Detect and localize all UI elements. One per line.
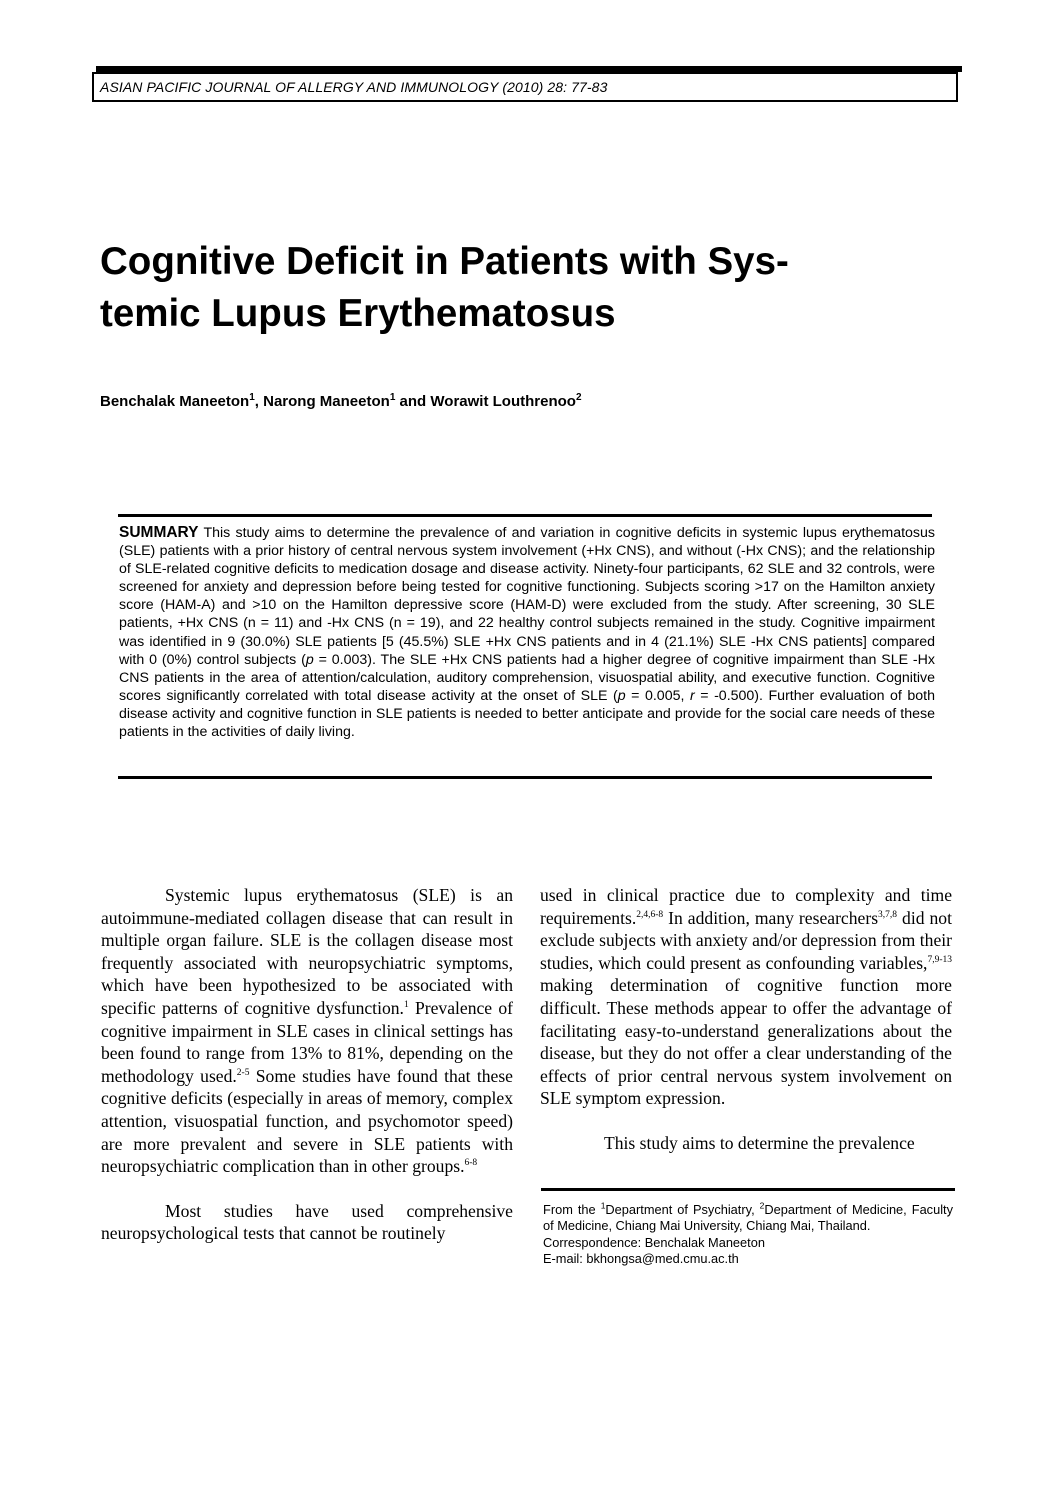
summary-p-symbol: p [305,651,314,668]
footnote-correspondence: Correspondence: Benchalak Maneeton [543,1234,765,1250]
author-separator: and [395,393,431,410]
summary-abstract [119,524,935,741]
summary-text: = 0.003). The SLE +Hx CNS patients had a higher degree of cognitive impairment than SLE -Hx CNS patients in the area of attention/calculation, auditory comprehension, visuospatial ability, and executive function. Cognitive scores significantly correlated with total disease activity at the onset of SLE ( [119,651,935,704]
author-name: Worawit Louthrenoo [430,393,576,410]
author-name: Narong Maneeton [263,393,390,410]
title-line-1: Cognitive Deficit in Patients with Sys- [100,240,789,283]
body-text: Systemic lupus erythematosus (SLE) is an autoimmune-mediated collagen disease that can result in multiple organ failure. SLE is the collagen disease most frequently associated with neuropsychiatric symptoms, which have been hypothesized to be associated with specific patterns of cognitive dysfunction. [101,885,513,1018]
body-column-left [101,884,513,1245]
body-paragraph: Most studies have used comprehensive neuropsychological tests that cannot be routinely [101,1200,513,1244]
paragraph-gap [101,1178,513,1200]
footnote-text: From the [543,1202,601,1217]
author-separator: , [254,393,264,410]
citation-ref: 7,9-13 [927,954,952,965]
body-text: making determination of cognitive function more difficult. These methods appear to offer the advantage of facilitating easy-to-understand generalizations about the disease, but they do not offer a clear understanding of the effects of prior central nervous system involvement on SLE symptom expression. [540,975,952,1109]
body-text: did not exclude subjects with anxiety and/or depression from their studies, which could present as confounding variables, [540,907,952,973]
footnote-rule [541,1188,955,1191]
author-affiliation: 1 [249,392,255,403]
title-line-2: temic Lupus Erythematosus [100,292,616,335]
body-paragraph: This study aims to determine the prevalence [604,1132,915,1153]
body-paragraph [540,884,952,1110]
summary-text: This study aims to determine the prevalence of and variation in cognitive deficits in systemic lupus erythematosus (SLE) patients with a prior history of central nervous system involvement (+Hx CNS), and without (-Hx CNS); and the relationship of SLE-related cognitive deficits to medication dosage and disease activity. Ninety-four participants, 62 SLE and 32 controls, were screened for anxiety and depression before being tested for cognitive functioning. Subjects scoring >17 on the Hamilton anxiety score (HAM-A) and >10 on the Hamilton depressive score (HAM-D) were excluded from the study. After screening, 30 SLE patients, +Hx CNS (n = 11) and -Hx CNS (n = 19), and 22 healthy control subjects remained in the study. Cognitive impairment was identified in 9 (30.0%) SLE patients [5 (45.5%) SLE +Hx CNS patients and in 4 (21.1%) SLE -Hx CNS patients] compared with 0 (0%) control subjects ( [119,525,935,668]
body-text: Prevalence of cognitive impairment in SLE cases in clinical settings has been found to range from 13% to 81%, depending on the methodology used. [101,997,514,1086]
citation-ref: 6-8 [464,1158,478,1169]
summary-text: = 0.005, [625,687,690,704]
summary-bottom-rule [118,776,932,779]
footnote-affiliations [543,1202,953,1235]
journal-citation: ASIAN PACIFIC JOURNAL OF ALLERGY AND IMMUNOLOGY (2010) 28: 77-83 [100,79,608,95]
citation-ref: 1 [403,1000,409,1011]
summary-top-rule [118,514,932,517]
body-text: In addition, many researchers [663,907,879,928]
footnote-text: Department of Psychiatry, [605,1202,760,1217]
footnote-marker: 1 [600,1200,606,1211]
author-list [100,392,582,410]
summary-r-symbol: r [689,687,695,704]
article-title [100,236,920,340]
citation-ref: 2,4,6-8 [636,909,664,920]
citation-ref: 3,7,8 [878,909,898,920]
journal-header-box [92,72,958,102]
citation-ref: 2-5 [236,1067,250,1078]
affiliation-footnote [543,1202,953,1267]
author-affiliation: 2 [575,392,582,403]
body-text: used in clinical practice due to complexity and time requirements. [540,885,952,928]
summary-text: = -0.500). Further evaluation of both disease activity and cognitive function in SLE patients is needed to better anticipate and provide for the social care needs of these patients in the activities of daily living. [119,687,936,741]
footnote-email[interactable]: E-mail: bkhongsa@med.cmu.ac.th [543,1250,739,1266]
paragraph-gap [540,1110,952,1132]
footnote-marker: 2 [759,1200,765,1211]
summary-label: SUMMARY [119,524,199,541]
author-affiliation: 1 [389,392,396,403]
body-paragraph [101,884,513,1178]
author-name: Benchalak Maneeton [100,393,250,410]
footnote-text: Department of Medicine, Faculty of Medicine, Chiang Mai University, Chiang Mai, Thailand. [543,1202,953,1234]
summary-p-symbol: p [617,687,626,704]
body-text: Some studies have found that these cognitive deficits (especially in areas of memory, complex attention, visuospatial function, and psychomotor speed) are more prevalent and severe in SLE patients with neuropsychiatric complication than in other groups. [101,1065,513,1177]
body-column-right [540,884,952,1155]
